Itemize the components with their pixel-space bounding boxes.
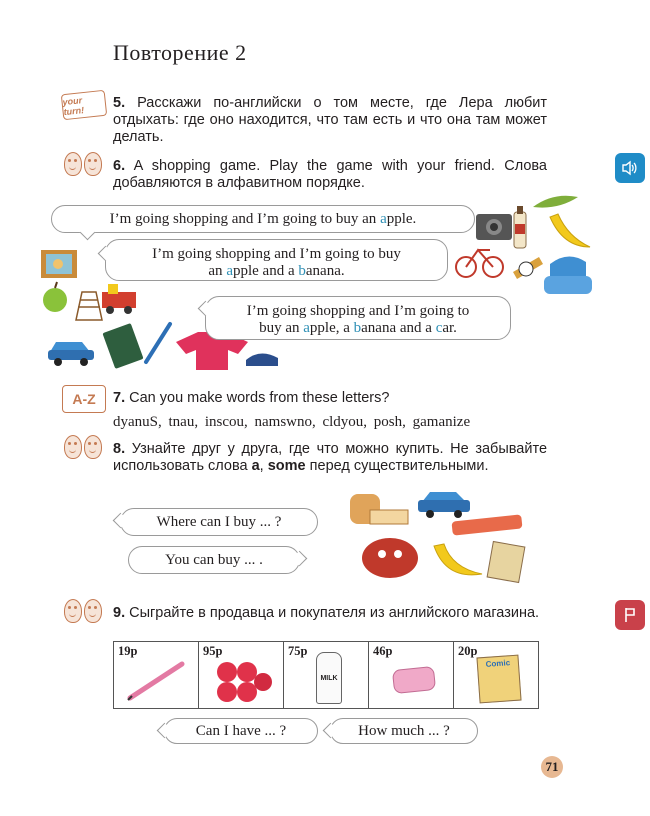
bread-icon — [350, 494, 408, 524]
price-cell-pen: 19p — [114, 642, 199, 709]
exercise-8: 8. Узнайте друг у друга, где что можно купить. Не забывайте использовать слова a, some перед существительными. — [113, 441, 548, 474]
price-cell-milk: 75p MILK — [284, 642, 369, 709]
page-number: 71 — [541, 756, 563, 778]
speech-bubble-how-much: How much ... ? — [330, 718, 478, 744]
bicycle-icon — [456, 250, 503, 277]
price-cell-soap: 46p — [369, 642, 454, 709]
picture-frame-icon — [41, 250, 77, 278]
pod-icon — [533, 196, 578, 208]
toy-car-icon — [418, 492, 470, 518]
pen-icon — [124, 656, 188, 704]
bananas-icon — [434, 544, 482, 575]
apple-icon — [43, 282, 67, 312]
basket-icon — [76, 292, 102, 320]
price-cell-apples: 95p — [199, 642, 284, 709]
comic-icon: Comic — [476, 655, 521, 704]
apples-icon — [213, 656, 273, 704]
sweets-icon — [451, 514, 522, 535]
magazine-icon — [487, 541, 525, 582]
speech-bubble-1: I’m going shopping and I’m going to buy an apple. — [51, 205, 475, 233]
soap-icon — [392, 666, 436, 694]
price-cell-comic: 20p Comic — [454, 642, 539, 709]
exercise-6: 6. A shopping game. Play the game with your friend. Слова добавляются в алфавитном порядке. — [113, 158, 547, 191]
watch-icon — [513, 257, 543, 279]
speech-bubble-where: Where can I buy ... ? — [120, 508, 318, 536]
exercise-5: 5. Расскажи по-английски о том месте, где Лера любит отдыхать: где оно находится, что там есть и что она там может делать. — [113, 95, 547, 145]
audio-button[interactable] — [615, 153, 645, 183]
banana-icon — [550, 214, 590, 247]
toy-icon — [362, 538, 418, 578]
goods-illustration — [342, 488, 532, 586]
flag-button[interactable] — [615, 600, 645, 630]
bottle-icon — [514, 206, 526, 248]
car-icon — [48, 342, 94, 366]
pair-work-icon-2 — [62, 433, 104, 463]
flag-icon — [623, 607, 637, 623]
exercise-7: 7. Can you make words from these letters? — [113, 390, 390, 406]
price-table — [113, 641, 539, 709]
speech-bubble-you-can: You can buy ... . — [128, 546, 300, 574]
speaker-icon — [621, 160, 639, 176]
exercise-9: 9. Сыграйте в продавца и покупателя из английского магазина. — [113, 605, 540, 621]
book-icon — [102, 323, 143, 369]
speech-bubble-can-i-have: Can I have ... ? — [164, 718, 318, 744]
train-icon — [102, 284, 136, 314]
letters-line: dyanuS, tnau, inscou, namswno, cldyou, posh, gamanize — [113, 414, 471, 430]
az-icon: A-Z — [62, 385, 106, 413]
speech-bubble-2: I’m going shopping and I’m going to buy an apple and a banana. — [105, 239, 448, 281]
your-turn-icon: your turn! — [61, 90, 107, 120]
camera-icon — [476, 214, 512, 240]
sneakers-icon — [246, 353, 278, 366]
milk-bottle-icon: MILK — [316, 652, 342, 704]
page-title: Повторение 2 — [113, 40, 247, 65]
pen-icon — [146, 324, 170, 362]
pair-work-icon — [62, 150, 104, 180]
armchair-icon — [544, 256, 592, 294]
pair-work-icon-3 — [62, 597, 104, 627]
speech-bubble-3: I’m going shopping and I’m going to buy an apple, a banana and a car. — [205, 296, 511, 340]
